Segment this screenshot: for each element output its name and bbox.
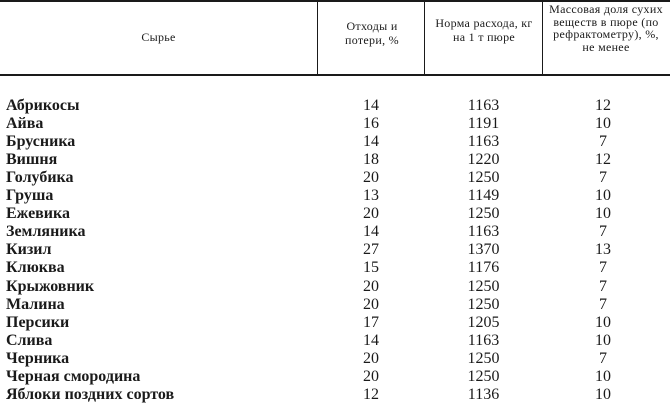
cell-norm: 1163	[467, 97, 500, 114]
header-waste: Отходы и потери, %	[345, 19, 399, 47]
cell-waste: 27	[363, 241, 379, 259]
table-row	[0, 97, 670, 115]
cell-raw-material: Малина	[6, 295, 65, 313]
cell-raw-material: Кизил	[6, 241, 52, 259]
cell-norm: 1176	[467, 259, 500, 277]
cell-norm: 1250	[467, 349, 500, 367]
cell-raw-material: Брусника	[6, 133, 76, 151]
column-divider-2	[424, 0, 425, 75]
header-rule	[0, 74, 670, 76]
cell-waste: 20	[363, 169, 379, 187]
table-row	[0, 368, 670, 386]
table-row	[0, 169, 670, 187]
cell-raw-material: Ежевика	[6, 205, 70, 223]
cell-raw-material: Персики	[6, 313, 70, 331]
cell-dry-matter: 7	[599, 259, 607, 277]
cell-norm: 1220	[467, 151, 500, 169]
cell-waste: 20	[363, 349, 379, 367]
cell-waste: 15	[363, 259, 379, 277]
cell-raw-material: Крыжовник	[6, 277, 95, 295]
cell-dry-matter: 10	[595, 385, 611, 403]
table-row	[0, 350, 670, 368]
cell-norm: 1250	[467, 169, 500, 187]
cell-raw-material: Слива	[6, 331, 53, 349]
cell-dry-matter: 7	[599, 223, 607, 241]
cell-waste: 16	[363, 115, 379, 133]
cell-waste: 20	[363, 277, 379, 295]
cell-dry-matter: 7	[599, 349, 607, 367]
cell-waste: 12	[363, 385, 379, 403]
cell-norm: 1149	[467, 187, 500, 205]
cell-dry-matter: 7	[599, 277, 607, 295]
table-row	[0, 223, 670, 241]
cell-norm: 1250	[467, 205, 500, 223]
table-row	[0, 386, 670, 404]
cell-waste: 14	[363, 223, 379, 241]
cell-waste: 14	[363, 133, 379, 151]
cell-waste: 20	[363, 367, 379, 385]
cell-norm: 1191	[467, 115, 500, 133]
cell-dry-matter: 10	[595, 115, 611, 133]
table-row	[0, 296, 670, 314]
cell-raw-material: Клюква	[6, 259, 65, 277]
cell-dry-matter: 7	[599, 295, 607, 313]
cell-raw-material: Айва	[6, 115, 44, 133]
table-row	[0, 151, 670, 169]
cell-raw-material: Голубика	[6, 169, 74, 187]
cell-dry-matter: 10	[595, 187, 611, 205]
header-norm: Норма расхода, кг на 1 т пюре	[435, 16, 533, 44]
cell-raw-material: Вишня	[6, 151, 58, 169]
table-row	[0, 205, 670, 223]
column-divider-1	[317, 0, 318, 75]
cell-norm: 1250	[467, 367, 500, 385]
cell-norm: 1163	[467, 331, 500, 349]
cell-norm: 1250	[467, 295, 500, 313]
table-row	[0, 278, 670, 296]
table-row	[0, 115, 670, 133]
cell-raw-material: Черная смородина	[6, 367, 141, 385]
cell-norm: 1370	[467, 241, 500, 259]
cell-waste: 20	[363, 295, 379, 313]
cell-waste: 14	[363, 97, 379, 114]
cell-norm: 1163	[467, 133, 500, 151]
cell-waste: 18	[363, 151, 379, 169]
column-divider-3	[542, 0, 543, 75]
table-row	[0, 133, 670, 151]
cell-raw-material: Абрикосы	[6, 97, 80, 114]
cell-waste: 17	[363, 313, 379, 331]
cell-waste: 20	[363, 205, 379, 223]
table-row	[0, 314, 670, 332]
cell-norm: 1205	[467, 313, 500, 331]
cell-raw-material: Груша	[6, 187, 54, 205]
table-row	[0, 332, 670, 350]
cell-dry-matter: 7	[599, 169, 607, 187]
cell-dry-matter: 13	[595, 241, 611, 259]
cell-norm: 1163	[467, 223, 500, 241]
cell-raw-material: Черника	[6, 349, 70, 367]
cell-dry-matter: 10	[595, 205, 611, 223]
header-dry-matter: Массовая доля сухих веществ в пюре (по рефрактометру), %, не менее	[549, 2, 663, 54]
table-row	[0, 259, 670, 277]
cell-dry-matter: 10	[595, 313, 611, 331]
cell-dry-matter: 7	[599, 133, 607, 151]
cell-raw-material: Земляника	[6, 223, 86, 241]
cell-norm: 1250	[467, 277, 500, 295]
cell-waste: 14	[363, 331, 379, 349]
cell-dry-matter: 12	[595, 97, 611, 114]
table-row	[0, 187, 670, 205]
cell-norm: 1136	[467, 385, 500, 403]
table-row	[0, 241, 670, 259]
cell-waste: 13	[363, 187, 379, 205]
cell-dry-matter: 12	[595, 151, 611, 169]
cell-raw-material: Яблоки поздних сортов	[6, 385, 175, 403]
cell-dry-matter: 10	[595, 367, 611, 385]
header-raw-material: Сырье	[141, 30, 176, 44]
cell-dry-matter: 10	[595, 331, 611, 349]
